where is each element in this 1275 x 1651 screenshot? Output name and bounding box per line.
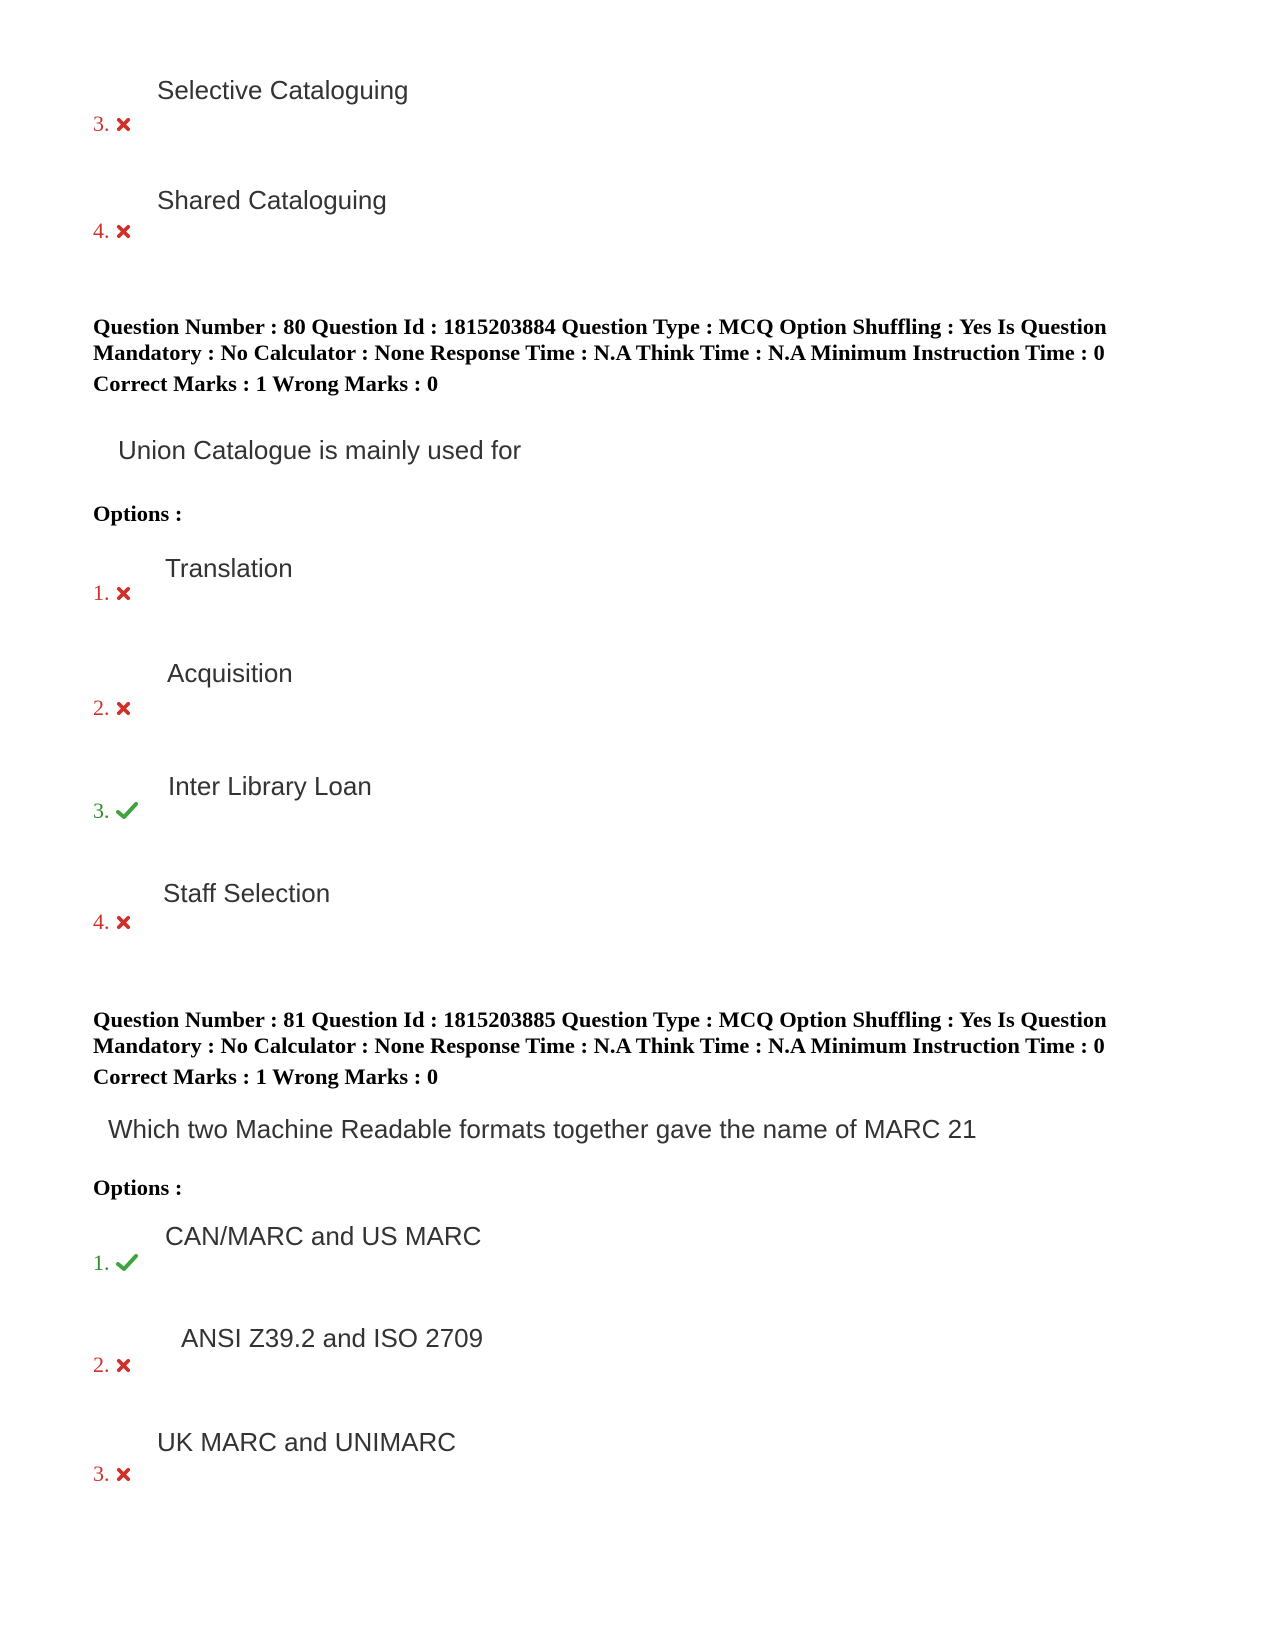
option-label: Shared Cataloguing <box>157 185 387 215</box>
option-number: 3. <box>93 111 110 136</box>
cross-icon <box>116 586 131 601</box>
question-stem: Union Catalogue is mainly used for <box>118 435 522 465</box>
option-number: 1. <box>93 1250 110 1275</box>
check-icon <box>116 802 138 820</box>
option-label: CAN/MARC and US MARC <box>165 1221 482 1251</box>
cross-icon <box>116 1467 131 1482</box>
option-marker <box>93 113 131 135</box>
cross-icon <box>116 915 131 930</box>
question-marks: Correct Marks : 1 Wrong Marks : 0 <box>93 371 439 396</box>
question-meta <box>93 314 1193 366</box>
options-heading: Options : <box>93 1175 183 1200</box>
cross-icon <box>116 117 131 132</box>
option-number: 2. <box>93 1352 110 1377</box>
option-marker <box>93 911 131 933</box>
option-marker <box>93 1463 131 1485</box>
question-meta-line: Mandatory : No Calculator : None Response Time : N.A Think Time : N.A Minimum Instruction Time : 0 <box>93 340 1105 365</box>
question-meta-line: Question Number : 80 Question Id : 1815203884 Question Type : MCQ Option Shuffling : Yes Is Question <box>93 314 1107 339</box>
option-marker <box>93 582 131 604</box>
cross-icon <box>116 224 131 239</box>
options-heading: Options : <box>93 501 183 526</box>
option-label: Acquisition <box>167 658 293 688</box>
option-label: Staff Selection <box>163 878 331 908</box>
option-label: Translation <box>165 553 293 583</box>
option-label: Selective Cataloguing <box>157 75 409 105</box>
option-label: ANSI Z39.2 and ISO 2709 <box>181 1323 484 1353</box>
question-meta <box>93 1007 1193 1059</box>
option-marker <box>93 1252 138 1274</box>
option-label: UK MARC and UNIMARC <box>157 1427 457 1457</box>
option-number: 4. <box>93 218 110 243</box>
option-number: 1. <box>93 580 110 605</box>
option-label: Inter Library Loan <box>168 771 372 801</box>
option-number: 2. <box>93 695 110 720</box>
option-marker <box>93 697 131 719</box>
option-number: 4. <box>93 909 110 934</box>
cross-icon <box>116 1358 131 1373</box>
question-meta-line: Question Number : 81 Question Id : 1815203885 Question Type : MCQ Option Shuffling : Yes Is Question <box>93 1007 1107 1032</box>
option-number: 3. <box>93 1461 110 1486</box>
option-marker <box>93 220 131 242</box>
question-meta-line: Mandatory : No Calculator : None Response Time : N.A Think Time : N.A Minimum Instruction Time : 0 <box>93 1033 1105 1058</box>
question-marks: Correct Marks : 1 Wrong Marks : 0 <box>93 1064 439 1089</box>
check-icon <box>116 1254 138 1272</box>
option-marker <box>93 800 138 822</box>
question-stem: Which two Machine Readable formats together gave the name of MARC 21 <box>108 1114 977 1144</box>
option-marker <box>93 1354 131 1376</box>
cross-icon <box>116 701 131 716</box>
option-number: 3. <box>93 798 110 823</box>
